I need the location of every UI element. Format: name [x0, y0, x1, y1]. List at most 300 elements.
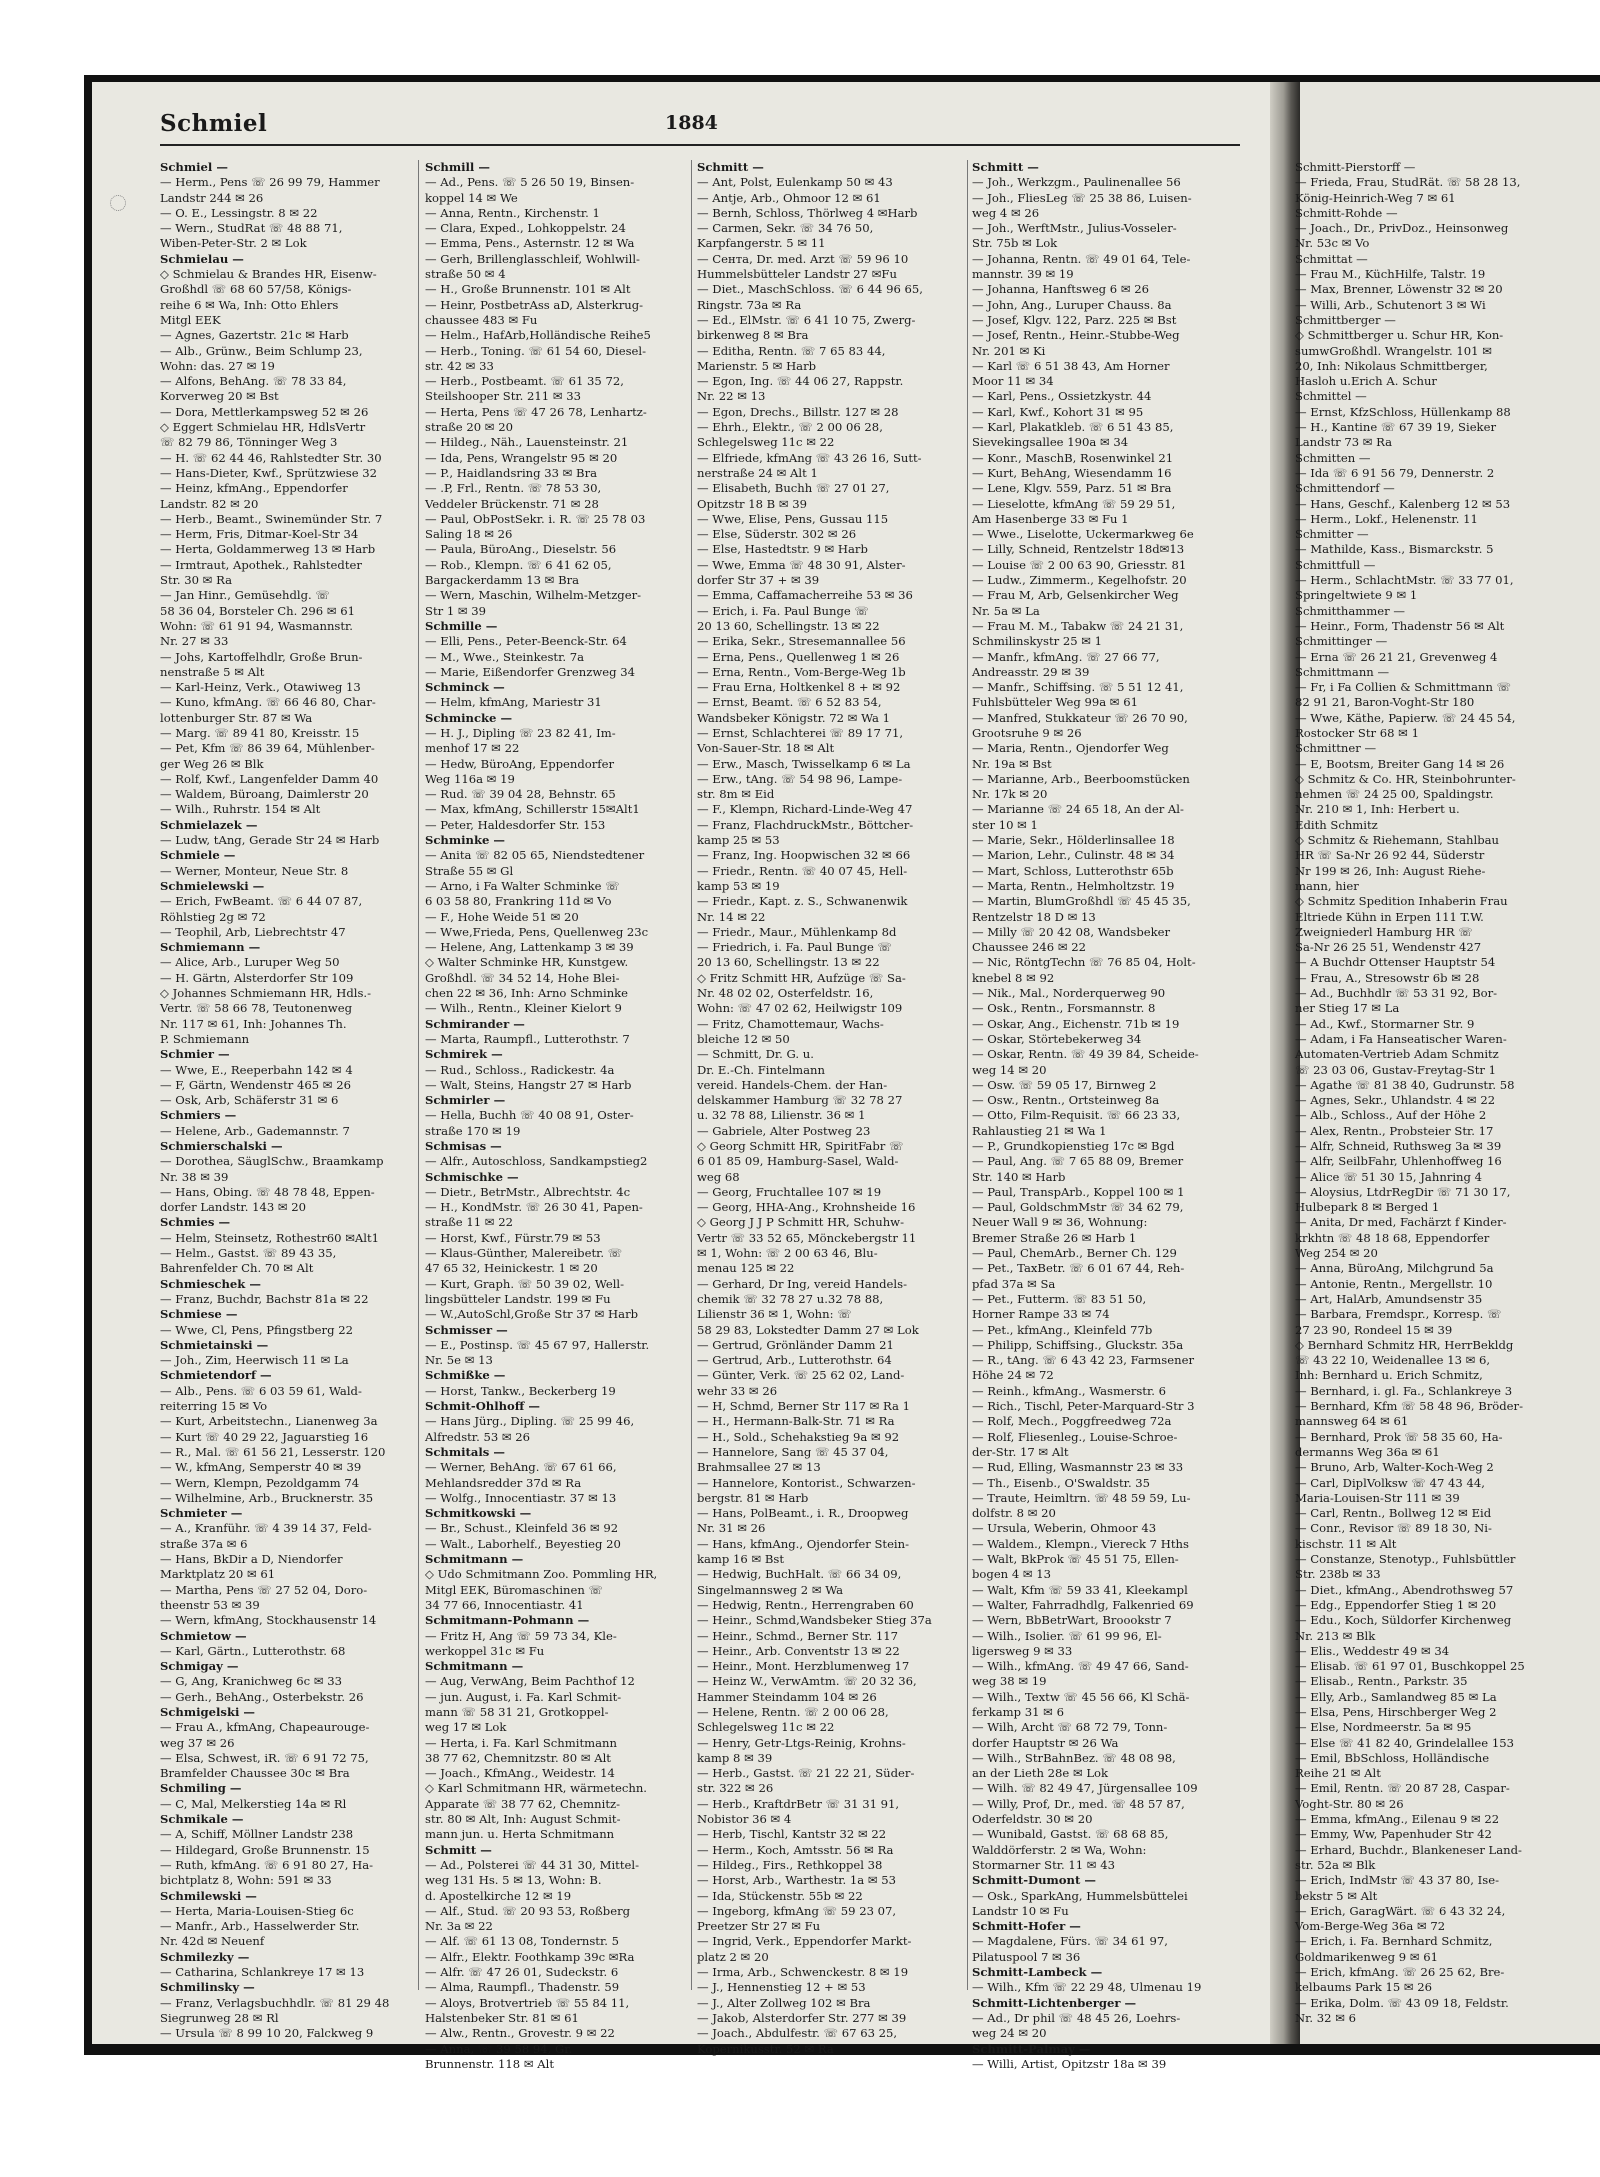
directory-entry: — Heinr, PostbetrAss aD, Alsterkrug-	[425, 297, 644, 312]
directory-entry: — Milly ☏ 20 42 08, Wandsbeker	[972, 924, 1171, 939]
directory-entry: Wohn: ☏ 61 91 94, Wasmannstr.	[160, 618, 353, 633]
directory-entry: — Kurt ☏ 40 29 22, Jaguarstieg 16	[160, 1429, 369, 1444]
directory-entry: — Helene, Rentn. ☏ 2 00 06 28,	[697, 1704, 889, 1719]
directory-entry: straße 11 ✉ 22	[425, 1215, 513, 1230]
surname-heading: Schmigelski —	[160, 1704, 256, 1719]
directory-entry: — Br., Schust., Kleinfeld 36 ✉ 92	[425, 1521, 619, 1536]
surname-heading: Schmielewski —	[160, 878, 265, 893]
surname-heading: Schmiemann —	[160, 940, 261, 955]
directory-entry: — Else ☏ 41 82 40, Grindelallee 153	[1295, 1735, 1514, 1750]
directory-entry: 47 65 32, Heinickestr. 1 ✉ 20	[425, 1261, 598, 1276]
directory-entry: — F., Klempn, Richard-Linde-Weg 47	[697, 802, 913, 817]
directory-entry: — Ruth, kfmAng. ☏ 6 91 80 27, Ha-	[160, 1857, 374, 1872]
directory-entry: Mitgl EEK, Büromaschinen ☏	[425, 1582, 604, 1597]
directory-entry: — Frau M., KüchHilfe, Talstr. 19	[1295, 267, 1486, 282]
directory-entry: — Franz, Verlagsbuchhdlr. ☏ 81 29 48	[160, 1995, 390, 2010]
directory-entry: — Hildeg., Näh., Lauensteinstr. 21	[425, 435, 629, 450]
directory-entry: Walddörferstr. 2 ✉ Wa, Wohn:	[972, 1842, 1147, 1857]
directory-entry: — Herb., Toning. ☏ 61 54 60, Diesel-	[425, 343, 646, 358]
directory-entry: weg 14 ✉ 20	[972, 1062, 1047, 1077]
directory-entry: — Rob., Klempn. ☏ 6 41 62 05,	[425, 557, 612, 572]
directory-entry: — Herb., Postbeamt. ☏ 61 35 72,	[425, 374, 624, 389]
directory-entry: — Else, Hastedtstr. 9 ✉ Harb	[697, 542, 868, 557]
directory-entry: — Emma, Pens., Asternstr. 12 ✉ Wa	[425, 236, 635, 251]
page-corner-mark	[110, 195, 126, 211]
directory-entry: — Alf., Stud. ☏ 20 93 53, Roßberg	[425, 1903, 631, 1918]
directory-entry: — Ernst, KfzSchloss, Hüllenkamp 88	[1295, 404, 1511, 419]
surname-heading: Schmittmann —	[1295, 664, 1390, 679]
directory-entry: — Mart, Schloss, Lutterothstr 65b	[972, 863, 1174, 878]
directory-entry: — Waldem., Klempn., Viereck 7 Hths	[972, 1536, 1189, 1551]
directory-entry: Maria-Louisen-Str 111 ✉ 39	[1295, 1490, 1460, 1505]
directory-entry: Rentzelstr 18 D ✉ 13	[972, 909, 1096, 924]
surname-heading: Schmier —	[160, 1047, 230, 1062]
column-divider	[418, 160, 419, 1990]
directory-entry: — Frau M, Arb, Gelsenkircher Weg	[972, 588, 1179, 603]
directory-entry: Schmilinskystr 25 ✉ 1	[972, 634, 1103, 649]
surname-heading: Schmiers —	[160, 1108, 237, 1123]
surname-heading: Schmitten —	[1295, 450, 1371, 465]
directory-entry: Landstr 10 ✉ Fu	[972, 1903, 1069, 1918]
directory-entry: — Herb., Beamt., Swinemünder Str. 7	[160, 511, 383, 526]
directory-entry: — Ida ☏ 6 91 56 79, Dennerstr. 2	[1295, 465, 1495, 480]
directory-entry: — Ed., ElMstr. ☏ 6 41 10 75, Zwerg-	[697, 312, 916, 327]
directory-entry: — Paula, BüroAng., Dieselstr. 56	[425, 542, 617, 557]
directory-entry: Alfredstr. 53 ✉ 26	[425, 1429, 531, 1444]
directory-entry: — Alb., Pens. ☏ 6 03 59 61, Wald-	[160, 1383, 362, 1398]
directory-entry: Rostocker Str 68 ✉ 1	[1295, 725, 1419, 740]
directory-entry: — Elisabeth, Buchh ☏ 27 01 27,	[697, 481, 890, 496]
directory-entry: — Rolf, Mech., Poggfreedweg 72a	[972, 1414, 1172, 1429]
directory-entry: — Kurt, Arbeitstechn., Lianenweg 3a	[160, 1414, 378, 1429]
directory-entry: dorfer Landstr. 143 ✉ 20	[160, 1200, 307, 1215]
surname-heading: Schmittel —	[1295, 389, 1367, 404]
directory-entry: — Schmitt, Dr. G. u.	[697, 1047, 814, 1062]
directory-entry: — Wwe, Cl, Pens, Pfingstberg 22	[160, 1322, 353, 1337]
directory-entry: — Osk, Arb, Schäferstr 31 ✉ 6	[160, 1093, 339, 1108]
directory-entry: — Emmy, Ww, Papenhuder Str 42	[1295, 1827, 1492, 1842]
directory-entry: — Antonie, Rentn., Mergellstr. 10	[1295, 1276, 1493, 1291]
directory-entry: — Ernst, Schlachterei ☏ 89 17 71,	[697, 725, 904, 740]
directory-entry: — Heinr., Arb. Conventstr 13 ✉ 22	[697, 1643, 900, 1658]
directory-entry: — Gertrud, Arb., Lutterothstr. 64	[697, 1353, 892, 1368]
directory-entry: krkhtn ☏ 48 18 68, Eppendorfer	[1295, 1230, 1490, 1245]
directory-entry: — Hans, Obing. ☏ 48 78 48, Eppen-	[160, 1184, 375, 1199]
directory-entry: — Friedr., Kapt. z. S., Schwanenwik	[697, 894, 908, 909]
directory-entry: — Anita, Dr med, Fachärzt f Kinder-	[1295, 1215, 1507, 1230]
directory-entry: Straße 55 ✉ Gl	[425, 863, 514, 878]
directory-entry: — Elly, Arb., Samlandweg 85 ✉ La	[1295, 1689, 1497, 1704]
directory-entry: Ringstr. 73a ✉ Ra	[697, 297, 802, 312]
directory-entry: Hummelsbütteler Landstr 27 ✉Fu	[697, 267, 897, 282]
directory-entry: Nr 199 ✉ 26, Inh: August Riehe-	[1295, 863, 1486, 878]
directory-entry: — P., Grundkopienstieg 17c ✉ Bgd	[972, 1139, 1175, 1153]
directory-entry: — Walt., Laborhelf., Beyestieg 20	[425, 1536, 621, 1551]
directory-entry: — Rud, Elling, Wasmannstr 23 ✉ 33	[972, 1460, 1184, 1475]
directory-entry: Str. 75b ✉ Lok	[972, 236, 1058, 251]
directory-entry: u. 32 78 88, Lilienstr. 36 ✉ 1	[697, 1108, 866, 1123]
directory-entry: — Herb, Tischl, Kantstr 32 ✉ 22	[697, 1827, 887, 1842]
directory-entry: — Wern, kfmAng, Stockhausenstr 14	[160, 1613, 377, 1628]
directory-entry: — Wilh., StrBahnBez. ☏ 48 08 98,	[972, 1750, 1176, 1765]
surname-heading: Schmitt-Pierstorff —	[1295, 160, 1416, 174]
directory-entry: — Rolf, Fliesenleg., Louise-Schroe-	[972, 1429, 1178, 1444]
directory-entry: Nr. 38 ✉ 39	[160, 1169, 229, 1184]
directory-entry: — Clara, Exped., Lohkoppelstr. 24	[425, 221, 626, 236]
surname-heading: Schmisas —	[425, 1139, 502, 1153]
directory-entry: der-Str. 17 ✉ Alt	[972, 1444, 1069, 1459]
directory-entry: kamp 16 ✉ Bst	[697, 1552, 785, 1567]
directory-entry: Nr. 19a ✉ Bst	[972, 756, 1052, 771]
directory-entry: ◇ Schmitz Spedition Inhaberin Frau	[1295, 894, 1508, 909]
directory-entry: — Dietr., BetrMstr., Albrechtstr. 4c	[425, 1184, 631, 1199]
directory-entry: — Emil, BbSchloss, Holländische	[1295, 1750, 1490, 1765]
directory-entry: — Joh., Zim, Heerwisch 11 ✉ La	[160, 1353, 349, 1368]
directory-entry: Nr. 31 ✉ 26	[697, 1521, 766, 1536]
surname-heading: Schmietainski —	[160, 1337, 269, 1352]
surname-heading: Schmirler —	[425, 1093, 506, 1108]
directory-entry: Steilshooper Str. 211 ✉ 33	[425, 389, 581, 404]
directory-entry: — Bernhard, i. gl. Fa., Schlankreye 3	[1295, 1383, 1513, 1398]
directory-entry: — Erna, Pens., Quellenweg 1 ✉ 26	[697, 649, 900, 664]
directory-entry: — Ursula ☏ 8 99 10 20, Falckweg 9	[160, 2026, 374, 2041]
directory-entry: nerstraße 24 ✉ Alt 1	[697, 465, 818, 480]
directory-entry: — Hella, Buchh ☏ 40 08 91, Oster-	[425, 1108, 634, 1123]
directory-entry: — Mathilde, Kass., Bismarckstr. 5	[1295, 542, 1494, 557]
directory-entry: 6 01 85 09, Hamburg-Sasel, Wald-	[697, 1154, 899, 1169]
directory-entry: Pilatuspool 7 ✉ 36	[972, 1949, 1081, 1964]
directory-entry: ◇ Udo Schmitmann Zoo. Pommling HR,	[425, 1567, 658, 1582]
directory-entry: pfad 37a ✉ Sa	[972, 1276, 1056, 1291]
surname-heading: Schmittner —	[1295, 741, 1377, 756]
directory-entry: 58 36 04, Borsteler Ch. 296 ✉ 61	[160, 603, 355, 618]
directory-entry: — Herm., Lokf., Helenenstr. 11	[1295, 511, 1478, 526]
directory-entry: — Frieda, Frau, StudRät. ☏ 58 28 13,	[1295, 175, 1521, 190]
surname-heading: Schmischke —	[425, 1169, 519, 1184]
directory-entry: — Wwe,Frieda, Pens, Quellenweg 23c	[425, 924, 649, 939]
directory-entry: — Edu., Koch, Süldorfer Kirchenweg	[1295, 1613, 1512, 1628]
directory-entry: — Hans, kfmAng., Ojendorfer Stein-	[697, 1536, 910, 1551]
directory-entry: — Max, kfmAng, Schillerstr 15✉Alt1	[425, 802, 640, 817]
directory-entry: Siegrunweg 28 ✉ Rl	[160, 2010, 279, 2025]
directory-entry: — Jakob, Alsterdorfer Str. 277 ✉ 39	[697, 2010, 907, 2025]
directory-entry: — Hedwig, Rentn., Herrengraben 60	[697, 1597, 914, 1612]
directory-entry: bichtplatz 8, Wohn: 591 ✉ 33	[160, 1873, 332, 1888]
directory-entry: — Willi, Artist, Opitzstr 18a ✉ 39	[972, 2056, 1167, 2071]
directory-entry: — Gerh., BehAng., Osterbekstr. 26	[160, 1689, 364, 1704]
directory-entry: Saling 18 ✉ 26	[425, 527, 513, 542]
directory-entry: weg 17 ✉ Lok	[425, 1720, 507, 1735]
column-divider	[691, 160, 692, 1990]
directory-entry: Opitzstr 18 B ✉ 39	[697, 496, 808, 511]
directory-entry: — Herm, Fris, Ditmar-Koel-Str 34	[160, 527, 359, 542]
directory-entry: straße 50 ✉ 4	[425, 267, 506, 282]
directory-entry: — Joh., WerftMstr., Julius-Vosseler-	[972, 221, 1177, 236]
directory-entry: — Walt, Kfm ☏ 59 33 41, Kleekampl	[972, 1582, 1188, 1597]
directory-entry: Brahmsallee 27 ✉ 13	[697, 1460, 821, 1475]
surname-heading: Schmisser —	[425, 1322, 508, 1337]
directory-entry: P. Schmiemann	[160, 1031, 250, 1046]
directory-entry: — Herb., Gastst. ☏ 21 22 21, Süder-	[697, 1766, 915, 1781]
directory-entry: mannsweg 64 ✉ 61	[1295, 1414, 1409, 1429]
directory-entry: ◇ Schmitz & Co. HR, Steinbohrunter-	[1295, 771, 1516, 786]
directory-entry: ◇ Johannes Schmiemann HR, Hdls.-	[160, 986, 372, 1001]
directory-entry: — H. J., Dipling ☏ 23 82 41, Im-	[425, 725, 616, 740]
directory-entry: — Oskar, Ang., Eichenstr. 71b ✉ 19	[972, 1016, 1180, 1031]
directory-entry: — Wolfg., Innocentiastr. 37 ✉ 13	[425, 1490, 617, 1505]
directory-entry: — Johanna, Rentn. ☏ 49 01 64, Tele-	[972, 251, 1191, 266]
running-head-name: Schmiel	[160, 110, 268, 137]
directory-entry: — Werner, BehAng. ☏ 67 61 66,	[425, 1460, 617, 1475]
directory-entry: — F, Gärtn, Wendenstr 465 ✉ 26	[160, 1077, 351, 1092]
surname-heading: Schmitt —	[425, 1842, 492, 1857]
directory-entry: — Horst, Tankw., Beckerberg 19	[425, 1383, 616, 1398]
surname-heading: Schmitt —	[697, 160, 764, 174]
directory-entry: 34 77 66, Innocentiastr. 41	[425, 1597, 584, 1612]
directory-entry: — Marg. ☏ 89 41 80, Kreisstr. 15	[160, 725, 360, 740]
directory-entry: — Egon, Drechs., Billstr. 127 ✉ 28	[697, 404, 899, 419]
directory-entry: — Wwe, E., Reeperbahn 142 ✉ 4	[160, 1062, 353, 1077]
directory-entry: — Alw., Rentn., Grovestr. 9 ✉ 22	[425, 2026, 615, 2041]
surname-heading: Schmietendorf —	[160, 1368, 272, 1383]
directory-entry: Brunnenstr. 118 ✉ Alt	[425, 2056, 554, 2071]
directory-entry: — Alice ☏ 51 30 15, Jahnring 4	[1295, 1169, 1482, 1184]
directory-entry: knebel 8 ✉ 92	[972, 970, 1055, 985]
directory-entry: — Manfr., Schiffsing. ☏ 5 51 12 41,	[972, 680, 1184, 695]
surname-heading: Schmieschek —	[160, 1276, 261, 1291]
directory-entry: — Friedr., Maur., Mühlenkamp 8d	[697, 924, 897, 939]
directory-entry: — W.,AutoSchl,Große Str 37 ✉ Harb	[425, 1307, 639, 1322]
directory-entry: str. 80 ✉ Alt, Inh: August Schmit-	[425, 1812, 621, 1827]
surname-heading: Schmielau —	[160, 251, 244, 266]
directory-entry: mann, hier	[1295, 878, 1359, 893]
directory-entry: — Lieselotte, kfmAng ☏ 59 29 51,	[972, 496, 1176, 511]
directory-entry: — Rich., Tischl, Peter-Marquard-Str 3	[972, 1399, 1195, 1414]
surname-heading: Schmißke —	[425, 1368, 506, 1383]
directory-entry: — R., Mal. ☏ 61 56 21, Lesserstr. 120	[160, 1444, 386, 1459]
directory-entry: Str. 238b ✉ 33	[1295, 1567, 1381, 1582]
surname-heading: Schmitmann —	[425, 1659, 524, 1674]
directory-entry: — Helm., HafArb,Holländische Reihe5	[425, 328, 651, 343]
directory-entry: ster 10 ✉ 1	[972, 817, 1038, 832]
directory-entry: — Philipp, Schiffsing., Gluckstr. 35a	[972, 1337, 1184, 1352]
directory-entry: — jun. August, i. Fa. Karl Schmit-	[425, 1689, 622, 1704]
directory-entry: — Georg, HHA-Ang., Krohnsheide 16	[697, 1200, 916, 1215]
directory-entry: — Rud. ☏ 39 04 28, Behnstr. 65	[425, 787, 616, 802]
directory-entry: — Erw., tAng. ☏ 54 98 96, Lampe-	[697, 771, 903, 786]
directory-entry: kamp 53 ✉ 19	[697, 878, 780, 893]
directory-entry: — E., Postinsp. ☏ 45 67 97, Hallerstr.	[425, 1337, 650, 1352]
directory-entry: — Elli, Pens., Peter-Beenck-Str. 64	[425, 634, 627, 649]
directory-entry: weg 38 ✉ 19	[972, 1674, 1047, 1689]
directory-entry: — P., Haidlandsring 33 ✉ Bra	[425, 465, 598, 480]
surname-heading: Schmitt-Rohde —	[1295, 205, 1398, 220]
directory-entry: — Georg, Fruchtallee 107 ✉ 19	[697, 1184, 882, 1199]
directory-entry: Nr. 42d ✉ Neuenf	[160, 1934, 265, 1949]
directory-entry: — Franz, Ing. Hoopwischen 32 ✉ 66	[697, 848, 911, 863]
directory-entry: sumwGroßhdl. Wrangelstr. 101 ✉	[1295, 343, 1492, 358]
directory-entry: Edith Schmitz	[1295, 817, 1378, 832]
directory-entry: Nr. 3a ✉ 22	[425, 1919, 493, 1934]
directory-entry: — Manfr., kfmAng. ☏ 27 66 77,	[972, 649, 1160, 664]
directory-entry: — Louise ☏ 2 00 63 90, Griesstr. 81	[972, 557, 1187, 572]
directory-entry: Springeltwiete 9 ✉ 1	[1295, 588, 1418, 603]
directory-entry: Grootsruhe 9 ✉ 26	[972, 725, 1082, 740]
directory-entry: — Alb., Schloss., Auf der Höhe 2	[1295, 1108, 1487, 1123]
directory-entry: — H., Kantine ☏ 67 39 19, Sieker	[1295, 420, 1496, 435]
directory-column-4	[972, 160, 1240, 2071]
directory-entry: — Alfr, Schneid, Ruthsweg 3a ✉ 39	[1295, 1139, 1502, 1153]
directory-entry: — Bernhard, Prok ☏ 58 35 60, Ha-	[1295, 1429, 1503, 1444]
directory-entry: platz 2 ✉ 20	[697, 1949, 769, 1964]
directory-entry: — Alice, Arb., Luruper Weg 50	[160, 955, 340, 970]
surname-heading: Schmilezky —	[160, 1949, 250, 1964]
directory-entry: — Wwe, Emma ☏ 48 30 91, Alster-	[697, 557, 906, 572]
directory-entry: Nr. 17k ✉ 20	[972, 787, 1048, 802]
directory-entry: — Agathe ☏ 81 38 40, Gudrunstr. 58	[1295, 1077, 1515, 1092]
surname-heading: Schmill —	[425, 160, 490, 174]
directory-entry: — Herta, Goldammerweg 13 ✉ Harb	[160, 542, 376, 557]
page-number: 1884	[665, 112, 718, 134]
directory-entry: ◇ Georg J J P Schmitt HR, Schuhw-	[697, 1215, 905, 1230]
surname-heading: Schmitt-Hofer —	[972, 1919, 1081, 1934]
surname-heading: Schmilinsky —	[160, 1980, 255, 1995]
surname-heading: Schmittfull —	[1295, 557, 1376, 572]
directory-entry: — Elisab. ☏ 61 97 01, Buschkoppel 25	[1295, 1659, 1525, 1674]
directory-entry: Lilienstr 36 ✉ 1, Wohn: ☏	[697, 1307, 852, 1322]
directory-entry: Rahlaustieg 21 ✉ Wa 1	[972, 1123, 1107, 1138]
surname-heading: Schmitt —	[972, 160, 1039, 174]
directory-entry: — Gerhard, Dr Ing, vereid Handels-	[697, 1276, 907, 1291]
directory-entry: — E, Bootsm, Breiter Gang 14 ✉ 26	[1295, 756, 1505, 771]
directory-entry: Reihe 21 ✉ Alt	[1295, 1766, 1381, 1781]
directory-entry: — Alf. ☏ 61 13 08, Tondernstr. 5	[425, 1934, 619, 1949]
directory-entry: — Hannelore, Sang ☏ 45 37 04,	[697, 1444, 889, 1459]
directory-column-1	[160, 160, 412, 2041]
directory-entry: Vertr ☏ 33 52 65, Mönckebergstr 11	[697, 1230, 917, 1245]
surname-heading: Schmitmann-Pohmann —	[425, 1613, 590, 1628]
directory-entry: — Else, Nordmeerstr. 5a ✉ 95	[1295, 1720, 1472, 1735]
directory-entry: — Hildegard, Große Brunnenstr. 15	[160, 1842, 370, 1857]
directory-entry: — Paul, GoldschmMstr ☏ 34 62 79,	[972, 1200, 1184, 1215]
directory-entry: — .P, Frl., Rentn. ☏ 78 53 30,	[425, 481, 602, 496]
directory-entry: — Frau Erna, Holtkenkel 8 + ✉ 92	[697, 680, 901, 695]
directory-entry: ◇ Karl Schmitmann HR, wärmetechn.	[425, 1781, 647, 1796]
directory-entry: Hulbepark 8 ✉ Berged 1	[1295, 1200, 1440, 1215]
directory-entry: menau 125 ✉ 22	[697, 1261, 795, 1276]
directory-entry: — Anna, Rentn., Kirchenstr. 1	[425, 205, 600, 220]
directory-entry: — Barbara, Fremdspr., Korresp. ☏	[1295, 1307, 1502, 1322]
directory-entry: — Irmtraut, Apothek., Rahlstedter	[160, 557, 362, 572]
directory-entry: — Antje, Arb., Ohmoor 12 ✉ 61	[697, 190, 881, 205]
directory-entry: — Herta, Pens ☏ 47 26 78, Lenhartz-	[425, 404, 647, 419]
directory-entry: — Helene, Arb., Gademannstr. 7	[160, 1123, 350, 1138]
directory-entry: — Helm, kfmAng, Mariestr 31	[425, 695, 602, 710]
directory-entry: Halstenbeker Str. 81 ✉ 61	[425, 2010, 579, 2025]
directory-entry: — Joach., Abdulfestr. ☏ 67 63 25,	[697, 2026, 898, 2041]
directory-entry: — Joach., KfmAng., Weidestr. 14	[425, 1766, 615, 1781]
directory-entry: — Martha, Pens ☏ 27 52 04, Doro-	[160, 1582, 368, 1597]
directory-entry: lottenburger Str. 87 ✉ Wa	[160, 710, 313, 725]
surname-heading: Schmiel —	[160, 160, 228, 174]
directory-entry: Schlegelsweg 11c ✉ 22	[697, 435, 835, 450]
directory-entry: ◇ Fritz Schmitt HR, Aufzüge ☏ Sa-	[697, 970, 906, 985]
directory-entry: ☏ 23 03 06, Gustav-Freytag-Str 1	[1295, 1062, 1497, 1077]
directory-entry: — Hedwig, BuchHalt. ☏ 66 34 09,	[697, 1567, 902, 1582]
directory-entry: weg 37 ✉ 26	[160, 1735, 235, 1750]
directory-entry: — Ad., Polsterei ☏ 44 31 30, Mittel-	[425, 1857, 639, 1872]
directory-entry: Nr. 210 ✉ 1, Inh: Herbert u.	[1295, 802, 1460, 817]
directory-entry: — Marta, Raumpfl., Lutterothstr. 7	[425, 1031, 630, 1046]
directory-column-2	[425, 160, 687, 2071]
directory-entry: mannstr. 39 ✉ 19	[972, 267, 1074, 282]
directory-entry: Wandsbeker Königstr. 72 ✉ Wa 1	[697, 710, 890, 725]
directory-entry: — Marie, Sekr., Hölderlinsallee 18	[972, 833, 1175, 848]
directory-entry: — Emma, Caffamacherreihe 53 ✉ 36	[697, 588, 913, 603]
directory-entry: — A., Kranführ. ☏ 4 39 14 37, Feld-	[160, 1521, 372, 1536]
directory-entry: — Franz, Buchdr, Bachstr 81a ✉ 22	[160, 1291, 369, 1306]
directory-entry: — Heinr., Mont. Herzblumenweg 17	[697, 1659, 910, 1674]
directory-entry: Preetzer Str 27 ✉ Fu	[697, 1919, 821, 1934]
directory-entry: Marienstr. 5 ✉ Harb	[697, 358, 817, 373]
directory-entry: lingsbütteler Landstr. 199 ✉ Fu	[425, 1291, 611, 1306]
directory-entry: — Heinr., Schmd., Berner Str. 117	[697, 1628, 898, 1643]
directory-entry: — Klaus-Günther, Malereibetr. ☏	[425, 1246, 623, 1261]
directory-entry: — Wern, Klempn, Pezoldgamm 74	[160, 1475, 360, 1490]
directory-entry: Kopernikusstr. 52 ✉ Ra	[697, 2041, 834, 2056]
directory-entry: nehmen ☏ 24 25 00, Spaldingstr.	[1295, 787, 1494, 802]
directory-entry: Großhdl ☏ 68 60 57/58, Königs-	[160, 282, 352, 297]
directory-entry: — Marion, Lehr., Culinstr. 48 ✉ 34	[972, 848, 1175, 863]
directory-entry: — Johs, Kartoffelhdlr, Große Brun-	[160, 649, 363, 664]
directory-entry: Nr. 48 02 02, Osterfeldstr. 16,	[697, 986, 874, 1001]
directory-entry: Landstr 244 ✉ 26	[160, 190, 264, 205]
directory-entry: — Art, HalArb, Amundsenstr 35	[1295, 1291, 1483, 1306]
directory-entry: — Gertrud, Grönländer Damm 21	[697, 1337, 894, 1352]
directory-entry: 82 91 21, Baron-Voght-Str 180	[1295, 695, 1475, 710]
directory-entry: — Ad., Dr phil ☏ 48 45 26, Loehrs-	[972, 2010, 1181, 2025]
directory-entry: Singelmannsweg 2 ✉ Wa	[697, 1582, 844, 1597]
directory-entry: Oderfeldstr. 30 ✉ 20	[972, 1812, 1093, 1827]
directory-entry: — Constanze, Stenotyp., Fuhlsbüttler	[1295, 1552, 1516, 1567]
directory-entry: — Marta, Rentn., Helmholtzstr. 19	[972, 878, 1175, 893]
directory-entry: — Hans-Dieter, Kwf., Sprützwiese 32	[160, 465, 378, 480]
directory-entry: — Walter, Fahrradhdlg, Falkenried 69	[972, 1597, 1194, 1612]
surname-heading: Schmirek —	[425, 1047, 503, 1062]
directory-entry: — Lilly, Schneid, Rentzelstr 18d✉13	[972, 542, 1185, 557]
directory-entry: — Bernh, Schloss, Thörlweg 4 ✉Harb	[697, 205, 918, 220]
directory-entry: — Carl, Rentn., Bollweg 12 ✉ Eid	[1295, 1506, 1492, 1521]
directory-entry: — Paul, TranspArb., Koppel 100 ✉ 1	[972, 1184, 1185, 1199]
directory-entry: — Josef, Klgv. 122, Parz. 225 ✉ Bst	[972, 312, 1177, 327]
directory-entry: reiterring 15 ✉ Vo	[160, 1399, 268, 1414]
directory-entry: — A, Schiff, Möllner Landstr 238	[160, 1827, 354, 1842]
directory-entry: — Werner, Monteur, Neue Str. 8	[160, 863, 349, 878]
directory-entry: ◇ Eggert Schmielau HR, HdlsVertr	[160, 420, 366, 435]
directory-entry: Nr. 213 ✉ Blk	[1295, 1628, 1376, 1643]
directory-entry: Neuer Wall 9 ✉ 36, Wohnung:	[972, 1215, 1148, 1230]
directory-entry: — Hildeg., Firs., Rethkoppel 38	[697, 1857, 883, 1872]
directory-entry: — Manfred, Stukkateur ☏ 26 70 90,	[972, 710, 1188, 725]
directory-entry: werkoppel 31c ✉ Fu	[425, 1643, 545, 1658]
directory-entry: kamp 8 ✉ 39	[697, 1750, 773, 1765]
directory-entry: — Anna, BüroAng, Milchgrund 5a	[1295, 1261, 1494, 1276]
directory-entry: — Frau M. M., Tabakw ☏ 24 21 31,	[972, 618, 1184, 633]
directory-entry: — Pet., Futterm. ☏ 83 51 50,	[972, 1291, 1147, 1306]
directory-entry: Korverweg 20 ✉ Bst	[160, 389, 279, 404]
directory-entry: birkenweg 8 ✉ Bra	[697, 328, 809, 343]
directory-entry: Schlegelsweg 11c ✉ 22	[697, 1720, 835, 1735]
